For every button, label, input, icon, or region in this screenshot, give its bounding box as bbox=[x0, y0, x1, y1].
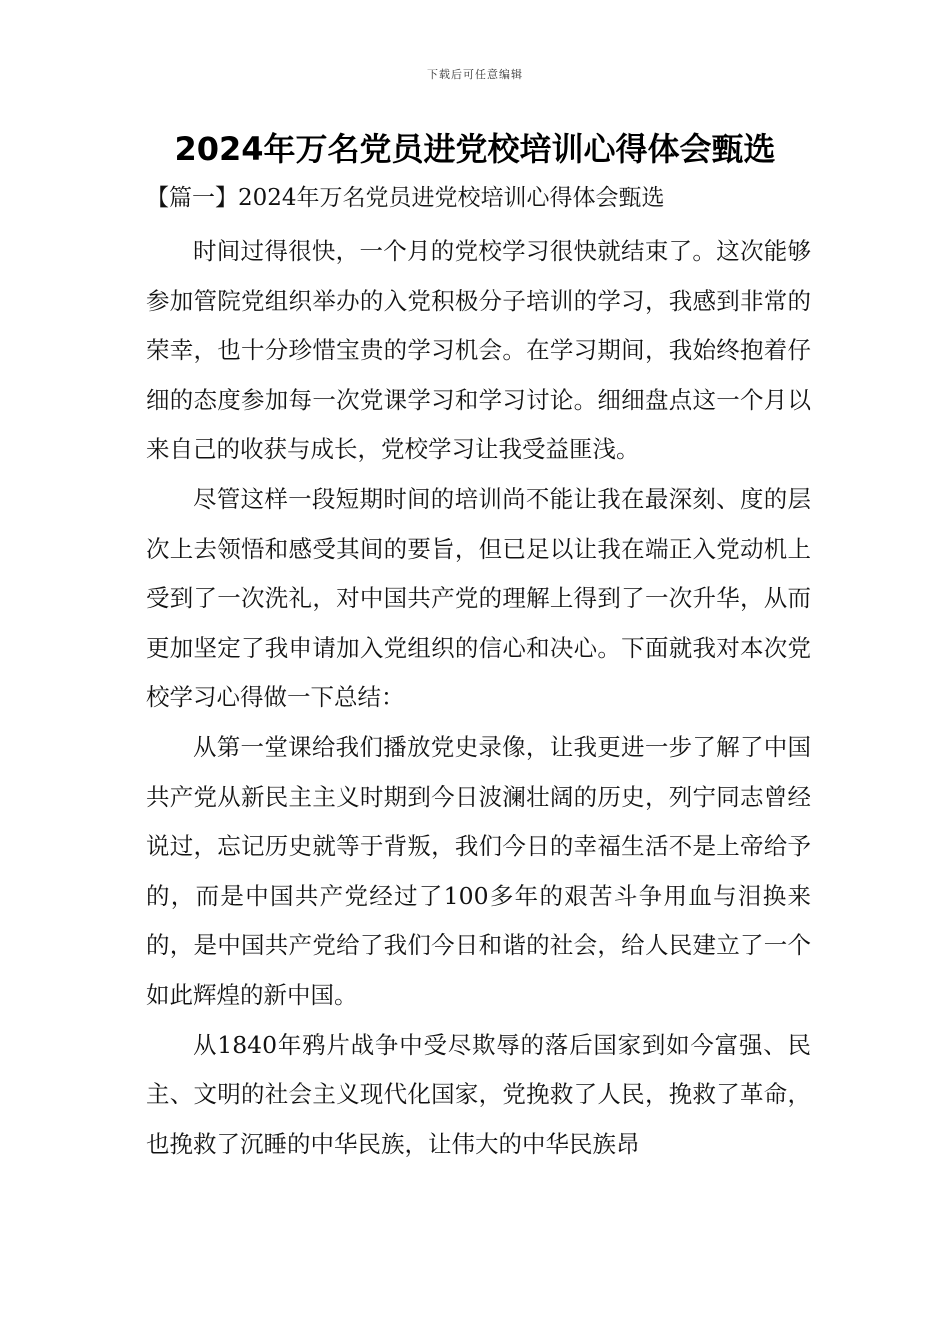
document-title: 2024年万名党员进党校培训心得体会甄选 bbox=[174, 130, 776, 168]
paragraph: 从第一堂课给我们播放党史录像，让我更进一步了解了中国共产党从新民主主义时期到今日波澜壮阔的历史，列宁同志曾经说过，忘记历史就等于背叛，我们今日的幸福生活不是上帝给予的，而是中国共产党经过了100多年的艰苦斗争用血与泪换来的，是中国共产党给了我们今日和谐的社会，给人民建立了一个如此辉煌的新中国。 bbox=[146, 732, 811, 1009]
paragraph: 从1840年鸦片战争中受尽欺辱的落后国家到如今富强、民主、文明的社会主义现代化国家，党挽救了人民，挽救了革命，也挽救了沉睡的中华民族，让伟大的中华民族昂 bbox=[146, 1030, 811, 1158]
download-note: 下载后可任意编辑 bbox=[427, 68, 523, 81]
document-body bbox=[146, 227, 811, 1169]
paragraph: 时间过得很快，一个月的党校学习很快就结束了。这次能够参加管院党组织举办的入党积极分子培训的学习，我感到非常的荣幸，也十分珍惜宝贵的学习机会。在学习期间，我始终抱着仔细的态度参加每一次党课学习和学习讨论。细细盘点这一个月以来自己的收获与成长，党校学习让我受益匪浅。 bbox=[146, 237, 811, 464]
section-heading: 【篇一】2024年万名党员进党校培训心得体会甄选 bbox=[146, 185, 665, 211]
paragraph: 尽管这样一段短期时间的培训尚不能让我在最深刻、度的层次上去领悟和感受其间的要旨，但已足以让我在端正入党动机上受到了一次洗礼，对中国共产党的理解上得到了一次升华，从而更加坚定了我申请加入党组织的信心和决心。下面就我对本次党校学习心得做一下总结： bbox=[146, 484, 811, 712]
